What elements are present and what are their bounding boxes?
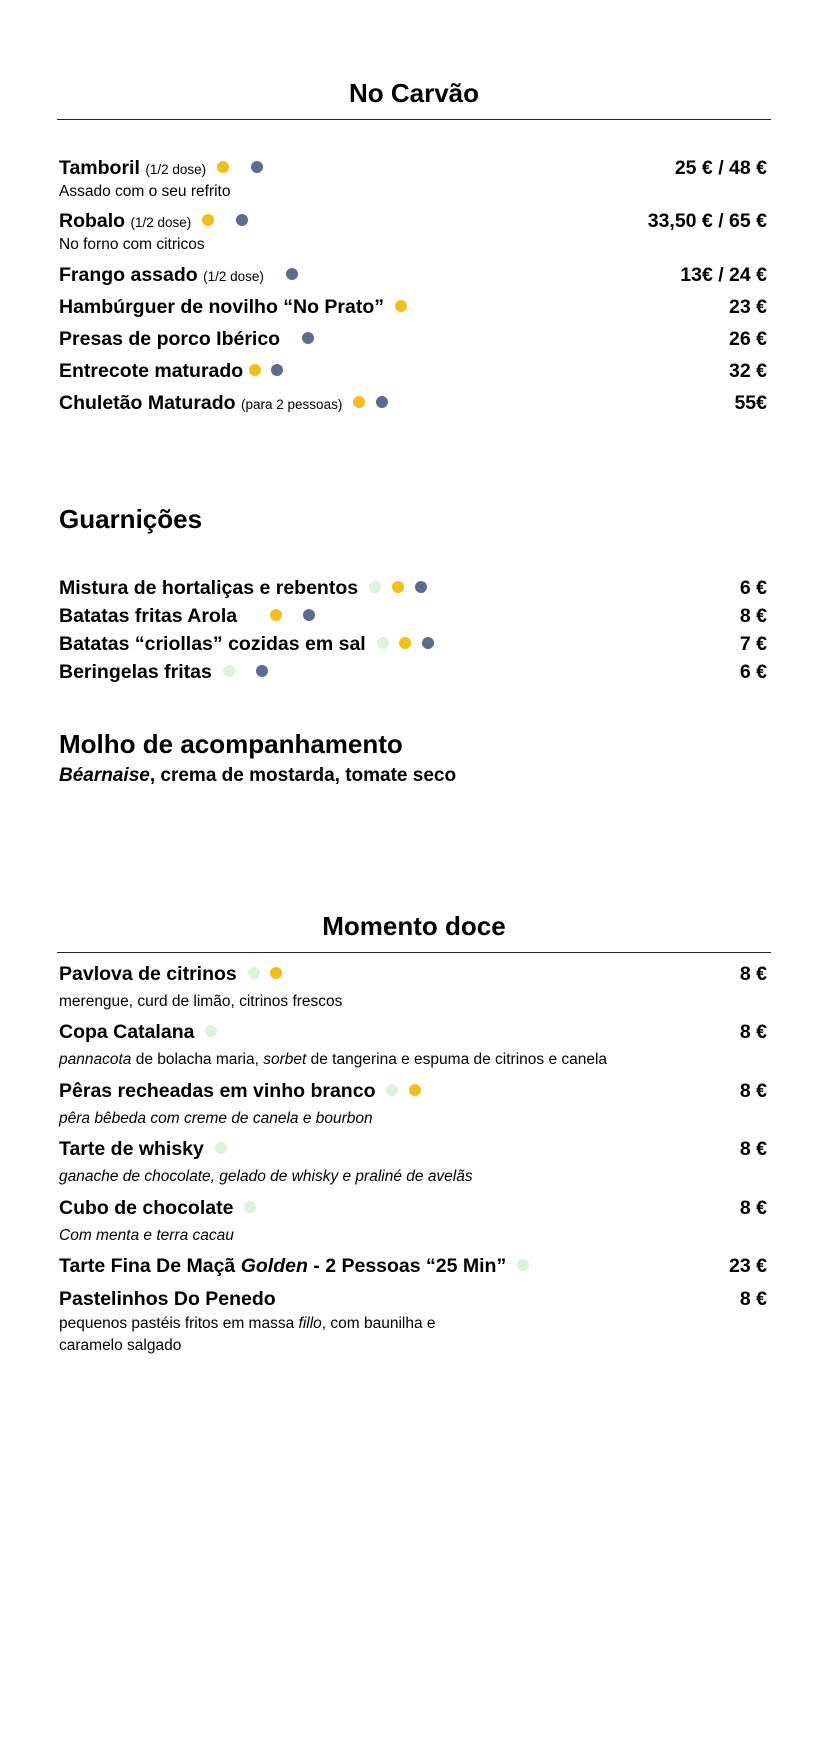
menu-item-beringelas	[59, 658, 767, 686]
blue-dot-icon	[271, 364, 283, 376]
yellow-dot-icon	[399, 637, 411, 649]
blue-dot-icon	[256, 665, 268, 677]
item-price: 8 €	[739, 1288, 767, 1310]
item-name: Robalo	[59, 210, 126, 232]
sauce-others: , crema de mostarda, tomate seco	[149, 765, 457, 786]
item-description: No forno com citricos	[59, 236, 205, 253]
yellow-dot-icon	[353, 396, 365, 408]
item-name: Copa Catalana	[59, 1021, 195, 1043]
menu-item-mistura	[59, 574, 767, 602]
item-price: 6 €	[739, 661, 767, 683]
green-dot-icon	[517, 1259, 529, 1271]
yellow-dot-icon	[395, 300, 407, 312]
desc-text: pequenos pastéis fritos em massa	[59, 1315, 299, 1332]
item-price: 25 € / 48 €	[674, 157, 767, 179]
section-title-guarnicoes: Guarnições	[59, 504, 203, 534]
desc-italic: pannacota	[59, 1051, 132, 1068]
menu-item-hamburguer	[59, 293, 767, 321]
blue-dot-icon	[302, 332, 314, 344]
item-name: Mistura de hortaliças e rebentos	[59, 577, 359, 599]
dessert-copa-catalana	[59, 1018, 767, 1046]
sauce-list	[59, 763, 456, 789]
menu-item-presas	[59, 325, 767, 353]
menu-item-chuletao	[59, 389, 767, 417]
item-name: Batatas fritas Arola	[59, 605, 238, 627]
yellow-dot-icon	[202, 214, 214, 226]
sauce-bearnaise: Béarnaise	[59, 765, 150, 786]
item-price: 23 €	[729, 296, 767, 318]
item-price: 8 €	[739, 1021, 767, 1043]
item-description: Assado com o seu refrito	[59, 183, 231, 200]
item-name: Pêras recheadas em vinho branco	[59, 1080, 376, 1102]
dessert-pavlova	[59, 960, 767, 988]
item-name: Hambúrguer de novilho “No Prato”	[59, 296, 385, 318]
item-name: Pastelinhos Do Penedo	[59, 1288, 276, 1310]
item-description: pêra bêbeda com creme de canela e bourbon	[59, 1110, 373, 1127]
desc-text: de tangerina e espuma de citrinos e canela	[306, 1051, 608, 1068]
section-divider	[57, 952, 771, 953]
section-title-no-carvao: No Carvão	[348, 78, 480, 108]
item-description: ganache de chocolate, gelado de whisky e praliné de avelãs	[59, 1168, 473, 1185]
green-dot-icon	[215, 1142, 227, 1154]
item-price: 23 €	[729, 1255, 767, 1277]
yellow-dot-icon	[409, 1084, 421, 1096]
green-dot-icon	[369, 581, 381, 593]
item-name: Tarte de whisky	[59, 1138, 204, 1160]
item-note: (1/2 dose)	[145, 162, 207, 177]
item-price: 8 €	[739, 605, 767, 627]
blue-dot-icon	[415, 581, 427, 593]
menu-item-batatas-fritas	[59, 602, 767, 630]
green-dot-icon	[386, 1084, 398, 1096]
item-price: 7 €	[739, 633, 767, 655]
item-description-line2: caramelo salgado	[59, 1337, 182, 1354]
dessert-peras	[59, 1077, 767, 1105]
dessert-pastelinhos	[59, 1285, 767, 1313]
item-price: 55€	[734, 392, 767, 414]
green-dot-icon	[205, 1025, 217, 1037]
item-price: 26 €	[729, 328, 767, 350]
item-name: Pavlova de citrinos	[59, 963, 237, 985]
item-price: 8 €	[739, 1138, 767, 1160]
desc-italic: sorbet	[263, 1051, 307, 1068]
item-name: Beringelas fritas	[59, 661, 212, 683]
item-name: Tamboril	[59, 157, 140, 179]
dessert-cubo-chocolate	[59, 1194, 767, 1222]
yellow-dot-icon	[249, 364, 261, 376]
section-title-momento-doce: Momento doce	[322, 911, 506, 941]
section-divider	[57, 119, 771, 120]
item-description: merengue, curd de limão, citrinos frescos	[59, 993, 343, 1010]
item-price: 8 €	[739, 1197, 767, 1219]
yellow-dot-icon	[217, 161, 229, 173]
item-description	[59, 1049, 607, 1071]
blue-dot-icon	[286, 268, 298, 280]
menu-item-entrecote	[59, 357, 767, 385]
green-dot-icon	[377, 637, 389, 649]
green-dot-icon	[223, 665, 235, 677]
menu-item-frango-assado	[59, 261, 767, 289]
item-name: Presas de porco Ibérico	[59, 328, 281, 350]
item-price: 32 €	[729, 360, 767, 382]
item-note: (1/2 dose)	[130, 215, 192, 230]
item-note: (para 2 pessoas)	[241, 397, 343, 412]
yellow-dot-icon	[270, 609, 282, 621]
item-price: 8 €	[739, 1080, 767, 1102]
section-title-molho: Molho de acompanhamento	[59, 729, 403, 759]
item-description: Com menta e terra cacau	[59, 1227, 234, 1244]
item-price: 6 €	[739, 577, 767, 599]
menu-item-batatas-criollas	[59, 630, 767, 658]
item-name: Tarte Fina De Maçã	[59, 1255, 241, 1277]
yellow-dot-icon	[392, 581, 404, 593]
desc-text: , com baunilha e	[321, 1315, 436, 1332]
yellow-dot-icon	[270, 967, 282, 979]
blue-dot-icon	[422, 637, 434, 649]
item-name: Chuletão Maturado	[59, 392, 236, 414]
dessert-tarte-whisky	[59, 1135, 767, 1163]
item-name: Cubo de chocolate	[59, 1197, 234, 1219]
blue-dot-icon	[251, 161, 263, 173]
blue-dot-icon	[376, 396, 388, 408]
item-description	[59, 1313, 436, 1335]
item-price: 13€ / 24 €	[680, 264, 767, 286]
blue-dot-icon	[303, 609, 315, 621]
blue-dot-icon	[236, 214, 248, 226]
item-name: Batatas “criollas” cozidas em sal	[59, 633, 366, 655]
item-name-italic: Golden	[240, 1255, 308, 1277]
item-name-rest: - 2 Pessoas “25 Min”	[307, 1255, 507, 1277]
menu-item-robalo	[59, 207, 767, 235]
green-dot-icon	[244, 1201, 256, 1213]
item-name: Frango assado	[59, 264, 198, 286]
item-price: 8 €	[739, 963, 767, 985]
item-note: (1/2 dose)	[203, 269, 264, 284]
green-dot-icon	[248, 967, 260, 979]
dessert-tarte-fina	[59, 1252, 767, 1280]
desc-text: de bolacha maria,	[131, 1051, 264, 1068]
menu-item-tamboril	[59, 154, 767, 182]
item-name: Entrecote maturado	[59, 360, 244, 382]
desc-italic: fillo	[298, 1315, 322, 1332]
item-price: 33,50 € / 65 €	[647, 210, 767, 232]
